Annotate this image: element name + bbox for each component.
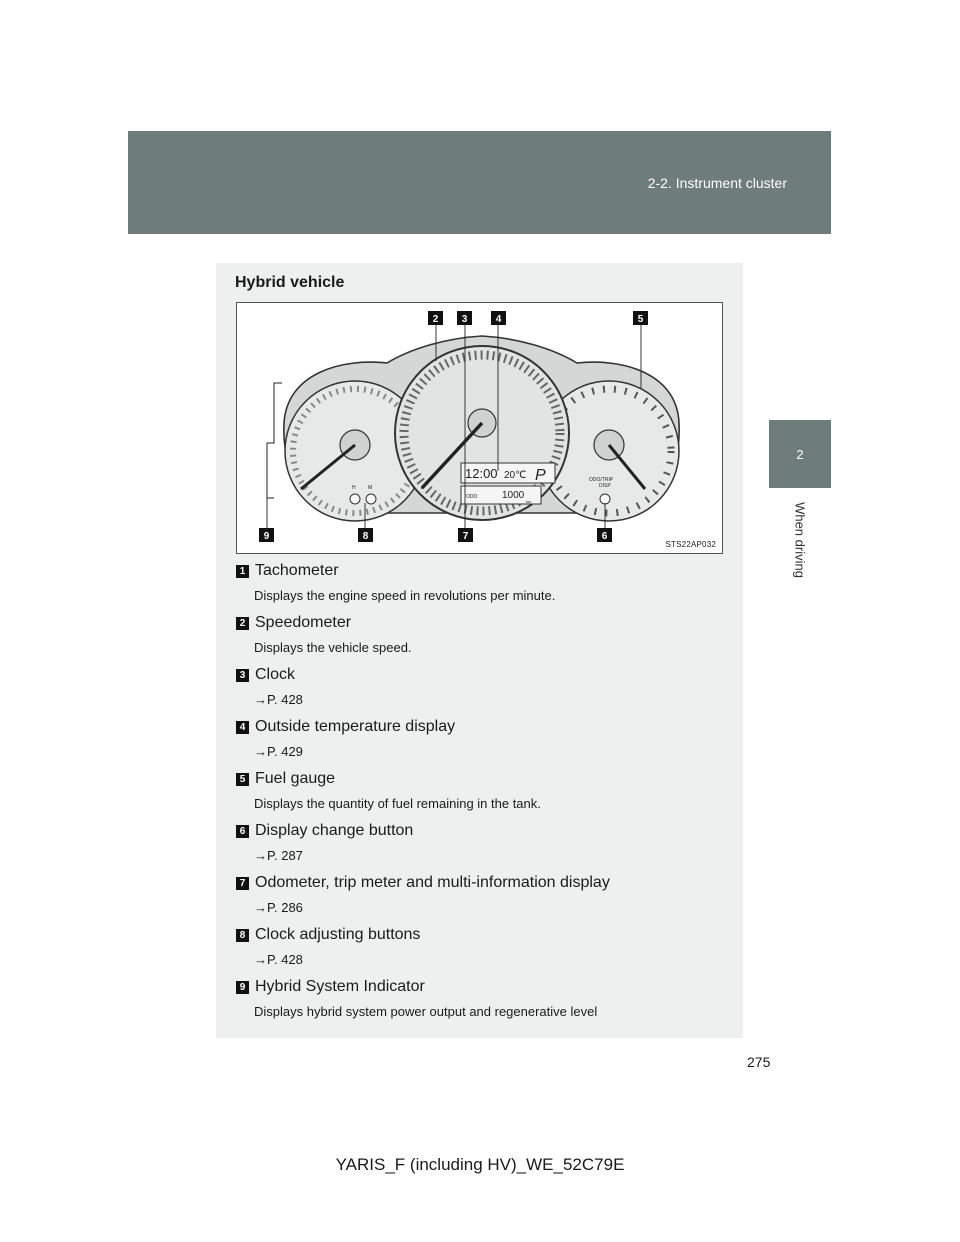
chapter-number: 2 bbox=[796, 447, 804, 462]
item-title: Clock adjusting buttons bbox=[255, 926, 421, 943]
item-number-badge: 5 bbox=[236, 773, 249, 786]
odo-unit: km bbox=[526, 499, 532, 504]
item-description: →P. 428 bbox=[254, 952, 303, 967]
callout-label: 9 bbox=[263, 531, 270, 542]
item-number-badge: 2 bbox=[236, 617, 249, 630]
list-item bbox=[236, 717, 736, 769]
callout-label: 8 bbox=[362, 531, 369, 542]
item-title: Display change button bbox=[255, 822, 414, 839]
item-title: Outside temperature display bbox=[255, 718, 456, 735]
item-title: Clock bbox=[255, 666, 296, 683]
item-number-badge: 7 bbox=[236, 877, 249, 890]
list-item bbox=[236, 769, 736, 821]
document-code: YARIS_F (including HV)_WE_52C79E bbox=[335, 1155, 625, 1174]
item-number-badge: 6 bbox=[236, 825, 249, 838]
item-description: Displays the vehicle speed. bbox=[254, 640, 412, 655]
chapter-label: When driving bbox=[792, 502, 808, 578]
section-title: 2-2. Instrument cluster bbox=[647, 175, 787, 191]
item-number-badge: 9 bbox=[236, 981, 249, 994]
list-item bbox=[236, 925, 736, 977]
item-description: →P. 287 bbox=[254, 848, 303, 863]
odo-value: 1000 bbox=[502, 490, 525, 501]
list-item bbox=[236, 665, 736, 717]
shift-position: P bbox=[535, 467, 546, 484]
list-item bbox=[236, 613, 736, 665]
item-number-badge: 3 bbox=[236, 669, 249, 682]
item-description: Displays the quantity of fuel remaining in the tank. bbox=[254, 796, 541, 811]
callout-label: 4 bbox=[495, 314, 502, 325]
item-number-badge: 8 bbox=[236, 929, 249, 942]
item-title: Hybrid System Indicator bbox=[255, 978, 425, 995]
callout-label: 2 bbox=[432, 314, 439, 325]
item-description: →P. 429 bbox=[254, 744, 303, 759]
panel-title: Hybrid vehicle bbox=[235, 274, 345, 291]
item-description: →P. 286 bbox=[254, 900, 303, 915]
item-title: Fuel gauge bbox=[255, 770, 336, 787]
callout-label: 3 bbox=[461, 314, 468, 325]
callout-label: 6 bbox=[601, 531, 608, 542]
item-number-badge: 1 bbox=[236, 565, 249, 578]
temperature-readout: 20℃ bbox=[504, 470, 527, 481]
list-item bbox=[236, 561, 736, 613]
item-description: Displays hybrid system power output and regenerative level bbox=[254, 1004, 598, 1019]
odo-label: ODO bbox=[466, 494, 478, 500]
item-description: →P. 428 bbox=[254, 692, 303, 707]
instrument-cluster-illustration bbox=[237, 303, 723, 554]
page-number: 275 bbox=[747, 1054, 771, 1070]
button-h-label: H bbox=[352, 485, 356, 491]
item-title: Speedometer bbox=[255, 614, 352, 631]
list-item bbox=[236, 873, 736, 925]
item-title: Odometer, trip meter and multi-information display bbox=[255, 874, 610, 891]
list-item bbox=[236, 977, 736, 1029]
clock-readout: 12:00 bbox=[465, 466, 498, 481]
section-header-bar bbox=[128, 131, 831, 234]
item-description: Displays the engine speed in revolutions per minute. bbox=[254, 588, 556, 603]
callout-label: 5 bbox=[637, 314, 644, 325]
item-number-badge: 4 bbox=[236, 721, 249, 734]
item-title: Tachometer bbox=[255, 562, 339, 579]
callout-label: 7 bbox=[462, 531, 469, 542]
clock-button-h bbox=[350, 494, 360, 504]
content-panel bbox=[216, 263, 743, 1038]
odo-trip-label: ODO/TRIP bbox=[589, 477, 614, 483]
clock-button-m bbox=[366, 494, 376, 504]
figure-code: STS22AP032 bbox=[665, 540, 716, 549]
display-change-button bbox=[600, 494, 610, 504]
hybrid-indicator-bracket bbox=[267, 383, 282, 498]
button-m-label: M bbox=[368, 485, 373, 491]
chapter-tab bbox=[769, 420, 831, 488]
item-list bbox=[236, 561, 736, 1029]
instrument-cluster-figure bbox=[236, 302, 723, 554]
list-item bbox=[236, 821, 736, 873]
disp-label: DISP bbox=[599, 483, 611, 489]
